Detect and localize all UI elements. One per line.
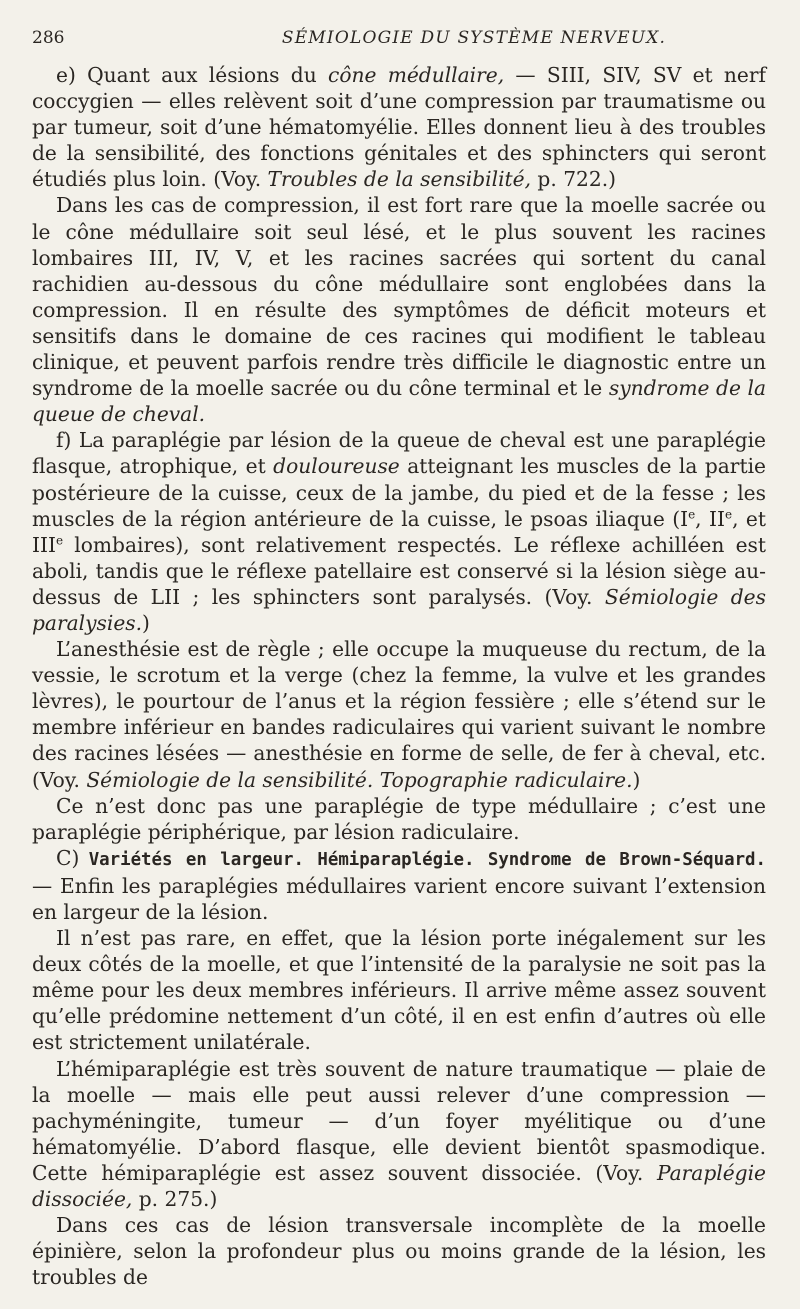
paragraph-paraplegie-peripherique: Ce n’est donc pas une paraplégie de type médullaire ; c’est une paraplégie périphérique, par lésion radiculaire. bbox=[32, 793, 766, 844]
paragraph-cone-medullaire: e) Quant aux lésions du cône médullaire, — SIII, SIV, SV et nerf coccygien — elles relèvent soit d’une compression par traumatisme ou par tumeur, soit d’une hématomyélie. Elles donnent lieu à des troubles de la sensibilité, des fonctions génitales et des sphincters qui seront étudiés plus loin. (Voy. Troubles de la sensibilité, p. 722.) bbox=[32, 63, 766, 192]
paragraph-anesthesie: L’anesthésie est de règle ; elle occupe la muqueuse du rectum, de la vessie, le scrotum et la verge (chez la femme, la vulve et les grandes lèvres), le pourtour de l’anus et la région fessière ; elle s’étend sur le membre inférieur en bandes radiculaires qui varient suivant le nombre des racines lésées — anesthésie en forme de selle, de fer à cheval, etc. (Voy. Sémiologie de la sensibilité. Topographie radiculaire.) bbox=[32, 637, 766, 792]
paragraph-lesion-transversale: Dans ces cas de lésion transversale incomplète de la moelle épinière, selon la profondeur plus ou moins grande de la lésion, les troubles de bbox=[32, 1213, 766, 1290]
running-title: SÉMIOLOGIE DU SYSTÈME NERVEUX. bbox=[281, 28, 667, 48]
section-heading: Variétés en largeur. Hémiparaplégie. Syndrome de Brown-Séquard. bbox=[88, 849, 766, 870]
body-text bbox=[32, 62, 766, 1290]
running-head bbox=[32, 28, 766, 52]
paragraph-queue-de-cheval: f) La paraplégie par lésion de la queue de cheval est une paraplégie flasque, atrophique, et douloureuse atteignant les muscles de la partie postérieure de la cuisse, ceux de la jambe, du pied et de la fesse ; les muscles de la région antérieure de la cuisse, le psoas iliaque (Ie, IIe, et IIIe lombaires), sont relativement respectés. Le réflexe achilléen est aboli, tandis que le réflexe patellaire est conservé si la lésion siège au-dessus de LII ; les sphincters sont paralysés. (Voy. Sémiologie des paralysies.) bbox=[32, 428, 766, 635]
paragraph-compression: Dans les cas de compression, il est fort rare que la moelle sacrée ou le cône médullaire soit seul lésé, et le plus souvent les racines lombaires III, IV, V, et les racines sacrées qui sortent du canal rachidien au-dessous du cône médullaire sont englobées dans la compression. Il en résulte des symptômes de déficit moteurs et sensitifs dans le domaine de ces racines qui modifient le tableau clinique, et peuvent parfois rendre très difficile le diagnostic entre un syndrome de la moelle sacrée ou du cône terminal et le syndrome de la queue de cheval. bbox=[32, 193, 767, 427]
paragraph-lesion-inegale: Il n’est pas rare, en effet, que la lésion porte inégalement sur les deux côtés de la moelle, et que l’intensité de la paralysie ne soit pas la même pour les deux membres inférieurs. Il arrive même assez souvent qu’elle prédomine nettement d’un côté, il en est enfin d’autres où elle est strictement unilatérale. bbox=[32, 926, 766, 1055]
page-number: 286 bbox=[32, 28, 65, 48]
paragraph-hemiparaplegie: L’hémiparaplégie est très souvent de nature traumatique — plaie de la moelle — mais elle peut aussi relever d’une compression — pachyméningite, tumeur — d’un foyer myélitique ou d’une hématomyélie. D’abord flasque, elle devient bientôt spasmodique. Cette hémiparaplégie est assez souvent dissociée. (Voy. Paraplégie dissociée, p. 275.) bbox=[32, 1056, 766, 1212]
paragraph-varietes-en-largeur: C) Variétés en largeur. Hémiparaplégie. Syndrome de Brown-Séquard. — Enfin les paraplégies médullaires varient encore suivant l’extension en largeur de la lésion. bbox=[32, 845, 766, 924]
